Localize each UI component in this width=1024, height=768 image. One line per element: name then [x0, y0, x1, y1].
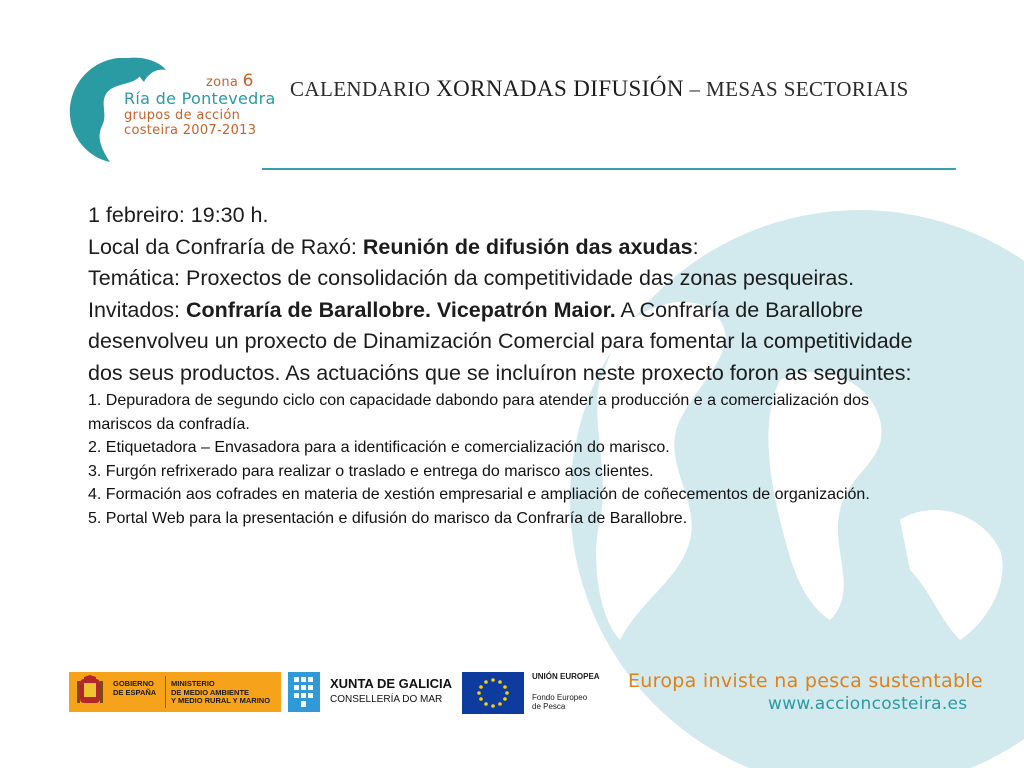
gobierno-line: GOBIERNO [113, 679, 154, 688]
guests-prefix: Invitados: [88, 297, 186, 322]
logo-zone-word: zona [206, 75, 239, 90]
guests-text: A Confraría de Barallobre desenvolveu un proxecto de Dinamización Comercial para fomentar la competitividade dos seus productos. As actuacións que se incluíron neste proxecto foron as seguintes: [88, 297, 913, 385]
conselleria-name: CONSELLERÍA DO MAR [330, 694, 443, 705]
slogan: Europa inviste na pesca sustentable [628, 670, 983, 692]
list-item: 2. Etiquetadora – Envasadora para a identificación e comercialización do marisco. [88, 439, 670, 456]
venue-strong: Reunión de difusión das axudas [362, 234, 693, 259]
logo-line4: costeira 2007-2013 [124, 123, 257, 138]
guests-paragraph [88, 295, 928, 390]
logo-place: Ría de Pontevedra [124, 89, 276, 108]
eu-flag-icon [462, 672, 524, 714]
gobierno-divider [165, 676, 166, 708]
venue-prefix: Local da Confraría de Raxó: [88, 234, 363, 259]
ministerio-text [171, 680, 270, 706]
website-link[interactable]: www.accioncosteira.es [768, 694, 968, 714]
gobierno-line: DE ESPAÑA [113, 687, 157, 697]
topic-line: Temática: Proxectos de consolidación da competitividade das zonas pesqueiras. [88, 266, 855, 290]
eu-fund-line: de Pesca [532, 702, 566, 711]
page-title [290, 66, 930, 112]
content-body [88, 200, 928, 530]
title-strong: XORNADAS DIFUSIÓN [436, 76, 684, 101]
logo-zone-number: 6 [242, 71, 254, 91]
venue-suffix: : [692, 234, 699, 259]
eu-title: UNIÓN EUROPEA [532, 672, 600, 681]
logo-line3: grupos de acción [124, 108, 241, 123]
list-item: 3. Furgón refrixerado para realizar o traslado e entrega do marisco aos clientes. [88, 462, 654, 480]
header-divider [262, 168, 956, 170]
date-line: 1 febreiro: 19:30 h. [88, 203, 269, 227]
spain-coat-of-arms-icon [75, 675, 105, 709]
eu-fund [532, 693, 587, 711]
galicia-flag-icon [288, 672, 320, 712]
xunta-name: XUNTA DE GALICIA [330, 676, 453, 691]
list-item: 5. Portal Web para la presentación e difusión do marisco da Confraría de Barallobre. [88, 509, 688, 527]
zona6-logo-text [124, 71, 276, 138]
list-item: 4. Formación aos cofrades en materia de xestión empresarial e ampliación de coñecementos de organización. [88, 486, 870, 503]
eu-fund-line: Fondo Europeo [532, 693, 588, 702]
ministerio-line: MINISTERIO [171, 679, 215, 688]
ministerio-line: DE MEDIO AMBIENTE [171, 687, 250, 697]
list-item: 1. Depuradora de segundo ciclo con capacidade dabondo para atender a producción e a comercialización dos mariscos da confradía. [88, 392, 869, 433]
gobierno-ministerio-logo [69, 672, 281, 712]
title-part1: CALENDARIO [290, 77, 437, 101]
guests-strong: Confraría de Barallobre. Vicepatrón Maior. [186, 297, 616, 322]
gobierno-text [113, 680, 156, 697]
ministerio-line: Y MEDIO RURAL Y MARINO [171, 696, 271, 705]
title-part2: – MESAS SECTORIAIS [683, 77, 909, 101]
venue-line [88, 232, 928, 264]
